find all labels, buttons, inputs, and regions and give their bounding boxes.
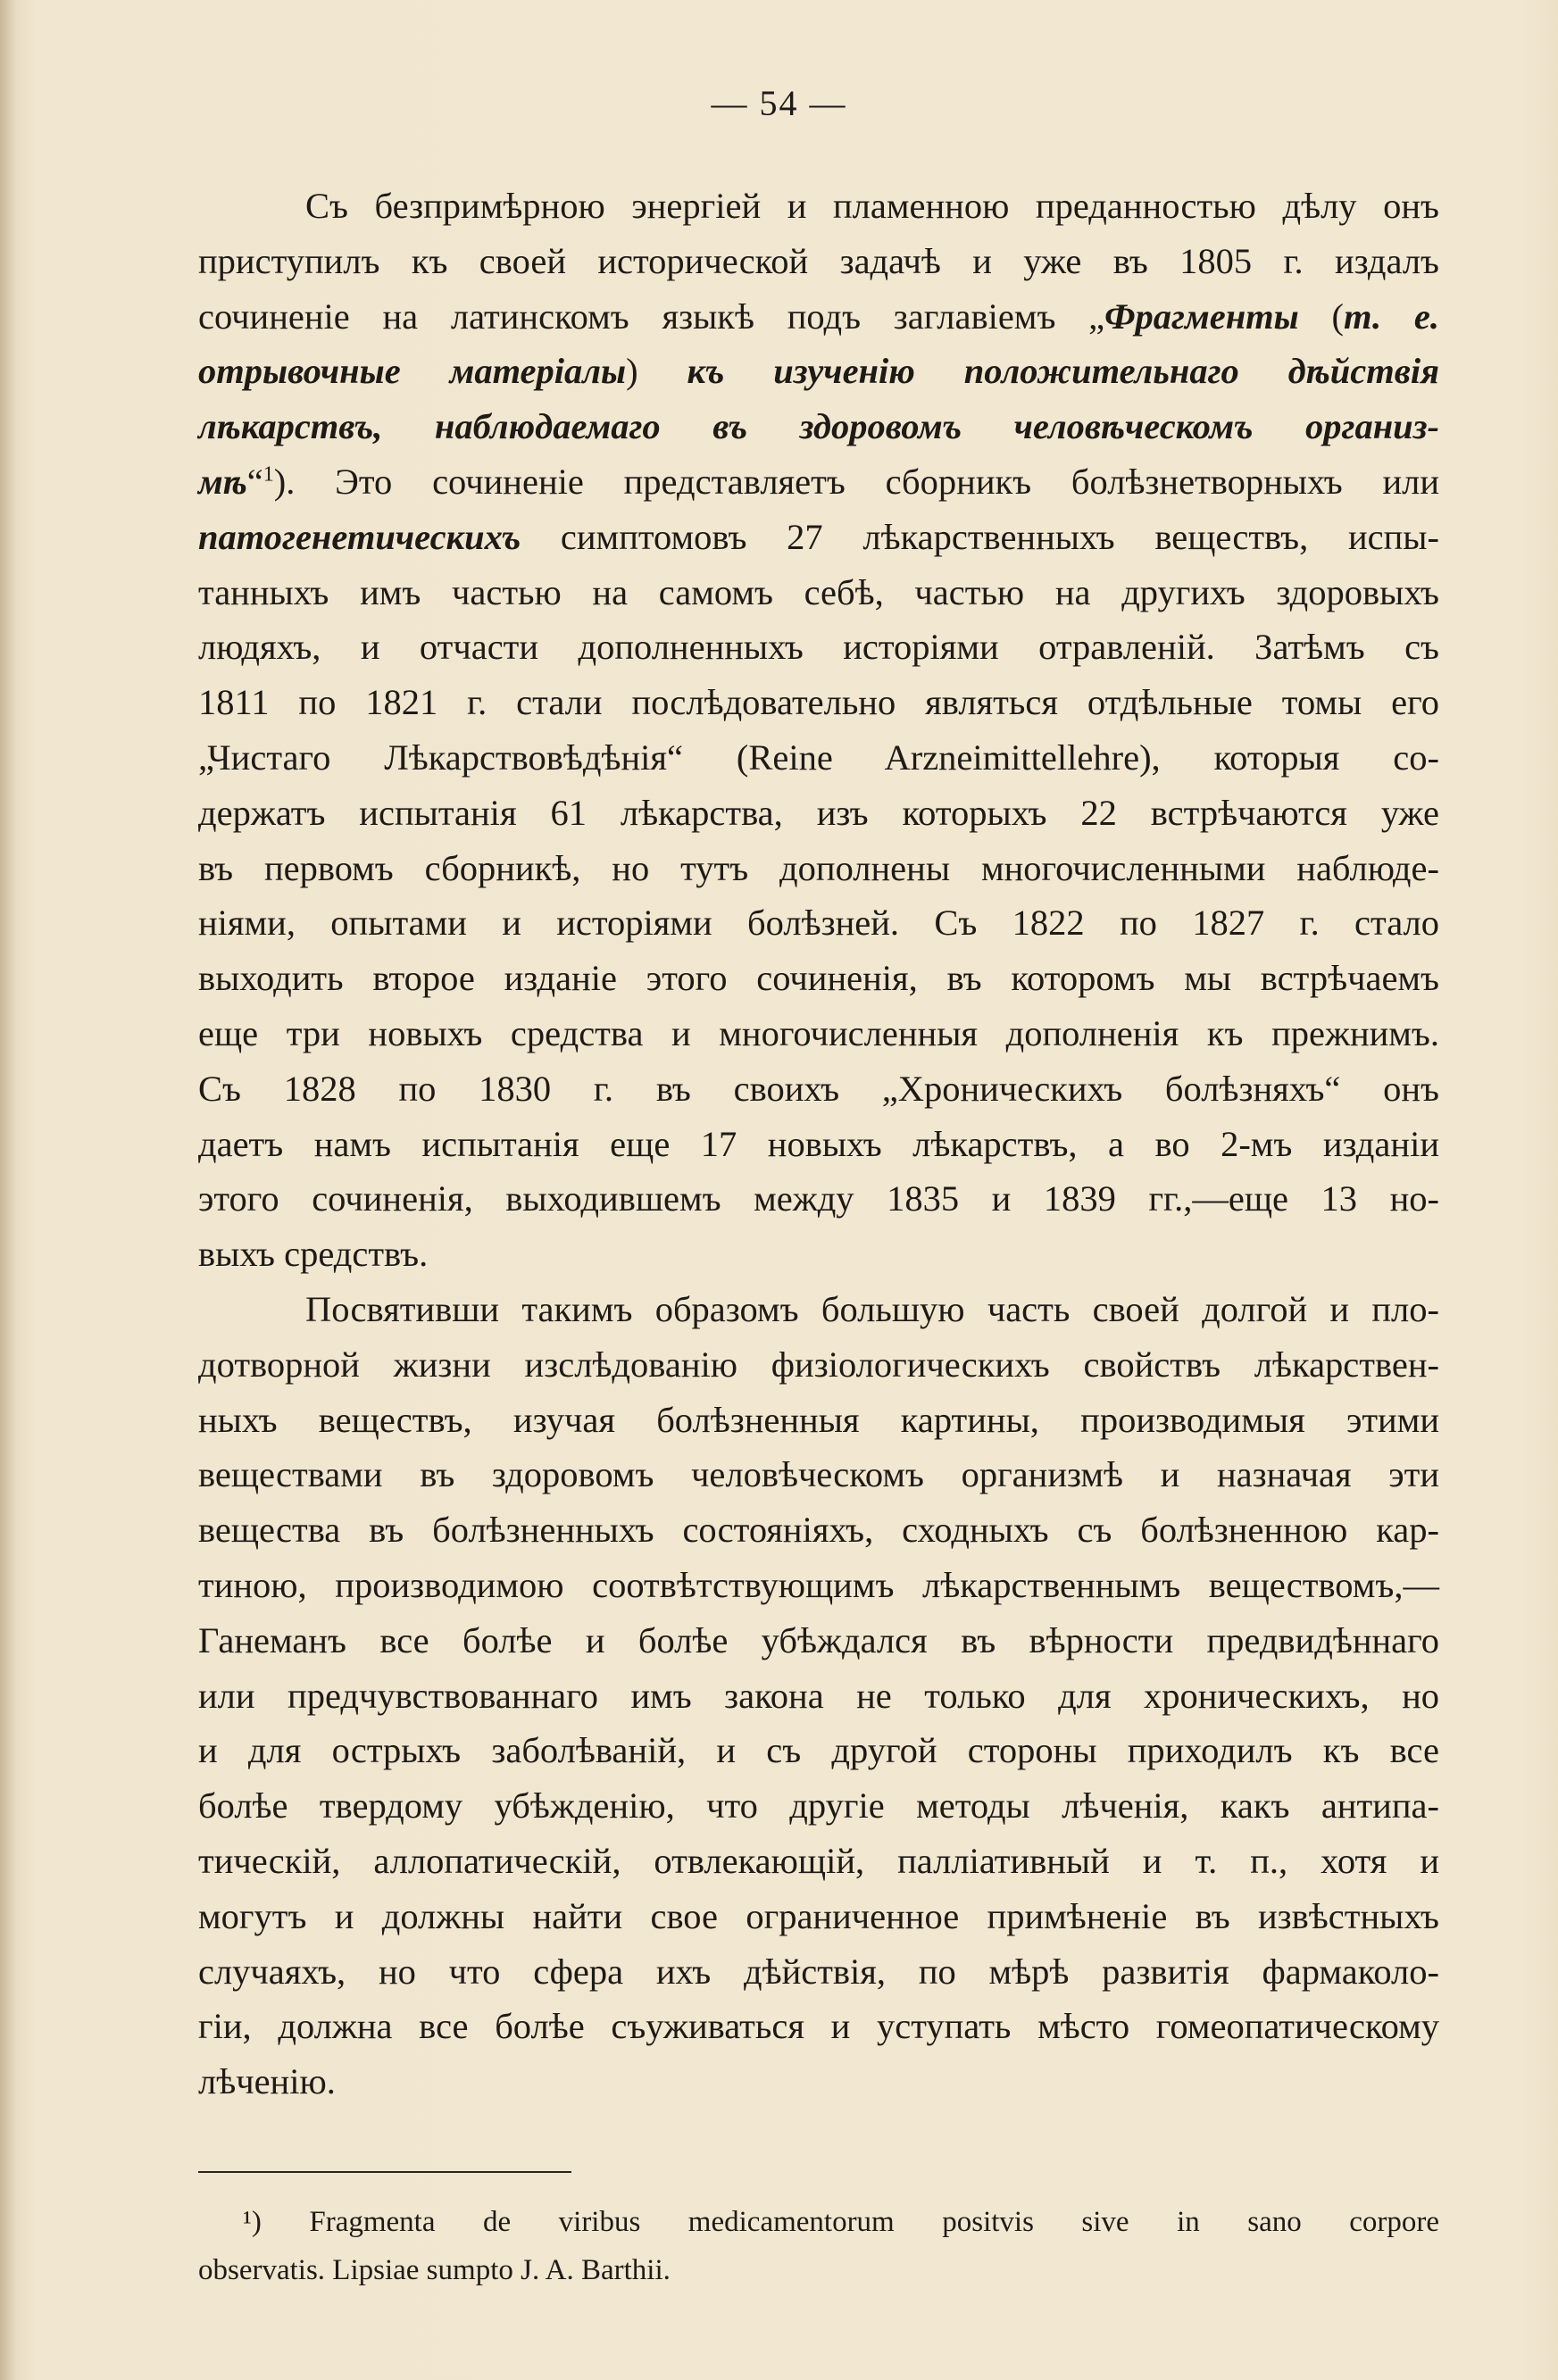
page-number: — 54 — bbox=[711, 83, 847, 123]
text-line: Съ 1828 по 1830 г. въ своихъ „Хроническихъ болѣзняхъ“ онъ bbox=[198, 1068, 1439, 1109]
text-line: патогенетическихъ симптомовъ 27 лѣкарственныхъ веществъ, испы- bbox=[198, 516, 1439, 557]
emphasized-text: мѣ bbox=[198, 461, 247, 502]
text-line: сочиненіе на латинскомъ языкѣ подъ заглавіемъ „Фрагменты (т. е. bbox=[198, 295, 1439, 337]
text-line: или предчувствованнаго имъ закона не только для хроническихъ, но bbox=[198, 1675, 1439, 1716]
text-line: приступилъ къ своей исторической задачѣ и уже въ 1805 г. издалъ bbox=[198, 240, 1439, 281]
text-line: и для острыхъ заболѣваній, и съ другой стороны приходилъ къ все bbox=[198, 1730, 1439, 1771]
text-line: выходить второе изданіе этого сочиненія, въ которомъ мы встрѣчаемъ bbox=[198, 958, 1439, 999]
emphasized-text: Фрагменты bbox=[1104, 295, 1299, 337]
text-line: въ первомъ сборникѣ, но тутъ дополнены многочисленными наблюде- bbox=[198, 847, 1439, 888]
text-line: Ганеманъ все болѣе и болѣе убѣждался въ вѣрности предвидѣннаго bbox=[198, 1619, 1439, 1660]
text-line: танныхъ имъ частью на самомъ себѣ, частью на другихъ здоровыхъ bbox=[198, 571, 1439, 612]
text-line: веществами въ здоровомъ человѣческомъ организмѣ и назначая эти bbox=[198, 1454, 1439, 1495]
text-line: лѣченію. bbox=[198, 2061, 336, 2102]
text-line: ніями, опытами и исторіями болѣзней. Съ 1822 по 1827 г. стало bbox=[198, 903, 1439, 944]
footnote bbox=[198, 2198, 1439, 2294]
text-line: ныхъ веществъ, изучая болѣзненныя картины, производимыя этими bbox=[198, 1399, 1439, 1440]
text-line: observatis. Lipsiae sumpto J. A. Barthii. bbox=[198, 2254, 671, 2286]
text-line: ¹) Fragmenta de viribus medicamentorum positvis sive in sano corpore bbox=[243, 2206, 1439, 2238]
text-line: держатъ испытанія 61 лѣкарства, изъ которыхъ 22 встрѣчаются уже bbox=[198, 792, 1439, 833]
text-line: даетъ намъ испытанія еще 17 новыхъ лѣкарствъ, а во 2-мъ изданіи bbox=[198, 1123, 1439, 1164]
text-line: дотворной жизни изслѣдованію физіологическихъ свойствъ лѣкарствен- bbox=[198, 1344, 1439, 1385]
emphasized-text: къ изученію положительнаго дѣйствія bbox=[687, 351, 1439, 392]
emphasized-text: лѣкарствъ, наблюдаемаго въ здоровомъ человѣческомъ организ- bbox=[198, 406, 1439, 447]
text-line: могутъ и должны найти свое ограниченное примѣненіе въ извѣстныхъ bbox=[198, 1895, 1439, 1936]
text-line: 1811 по 1821 г. стали послѣдовательно являться отдѣльные томы его bbox=[198, 682, 1439, 723]
text-line: людяхъ, и отчасти дополненныхъ исторіями отравленій. Затѣмъ съ bbox=[198, 627, 1439, 668]
text-line: вещества въ болѣзненныхъ состояніяхъ, сходныхъ съ болѣзненною кар- bbox=[198, 1510, 1439, 1551]
text-line: гіи, должна все болѣе съуживаться и уступать мѣсто гомеопатическому bbox=[198, 2006, 1439, 2047]
text-line: случаяхъ, но что сфера ихъ дѣйствія, по мѣрѣ развитія фармаколо- bbox=[198, 1951, 1439, 1992]
footnote-divider bbox=[198, 2171, 571, 2173]
emphasized-text: патогенетическихъ bbox=[198, 516, 521, 557]
text-line: выхъ средствъ. bbox=[198, 1234, 429, 1275]
emphasized-text: т. е. bbox=[1344, 295, 1439, 337]
footnote-marker: 1 bbox=[262, 462, 274, 487]
text-line: еще три новыхъ средства и многочисленныя дополненія къ прежнимъ. bbox=[198, 1012, 1439, 1053]
text-line: тическій, аллопатическій, отвлекающій, палліативный и т. п., хотя и bbox=[198, 1840, 1439, 1881]
text-line: Съ безпримѣрною энергіей и пламенною преданностью дѣлу онъ bbox=[305, 186, 1439, 226]
text-line: мѣ“$^1$). Это сочиненіе представляетъ сборникъ болѣзнетворныхъ или bbox=[198, 461, 1439, 502]
text-line bbox=[198, 399, 1439, 454]
body-text bbox=[198, 179, 1439, 2110]
text-line: этого сочиненія, выходившемъ между 1835 и 1839 гг.,—еще 13 но- bbox=[198, 1178, 1439, 1219]
text-line: болѣе твердому убѣжденію, что другіе методы лѣченія, какъ антипа- bbox=[198, 1785, 1439, 1827]
text-line: Посвятивши такимъ образомъ большую часть своей долгой и пло- bbox=[305, 1288, 1439, 1329]
text-line: отрывочные матеріалы) къ изученію положительнаго дѣйствія bbox=[198, 351, 1439, 392]
text-line: тиною, производимою соотвѣтствующимъ лѣкарственнымъ веществомъ,— bbox=[198, 1564, 1439, 1605]
text-line: „Чистаго Лѣкарствовѣдѣнія“ (Reine Arzneimittellehre), которыя со- bbox=[198, 736, 1439, 778]
emphasized-text: отрывочные матеріалы bbox=[198, 351, 627, 392]
